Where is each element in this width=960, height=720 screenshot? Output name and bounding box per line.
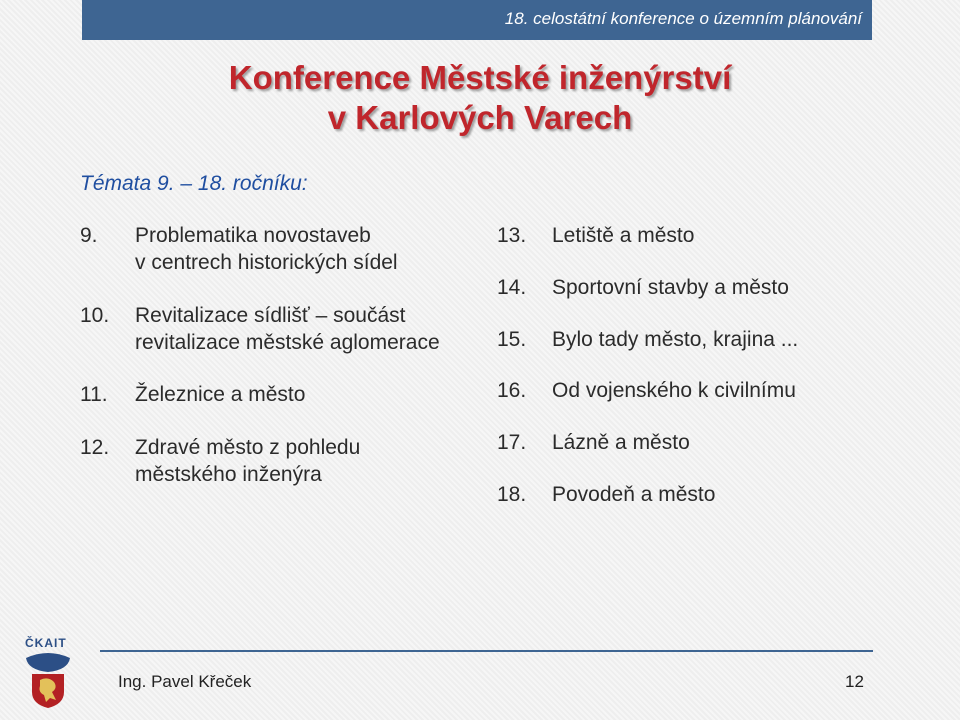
item-number: 16. (497, 379, 527, 402)
item-text: Letiště a město (552, 224, 695, 247)
item-number: 10. (80, 304, 110, 327)
item-text: Bylo tady město, krajina ... (552, 328, 799, 351)
item-number: 17. (497, 431, 527, 454)
item-text: Revitalizace sídlišť – součást (135, 304, 406, 327)
item-text: Sportovní stavby a město (552, 276, 789, 299)
list-item (80, 222, 398, 276)
author-name: Ing. Pavel Křeček (118, 672, 252, 691)
slide-title-line2: v Karlových Varech (327, 99, 633, 136)
list-item (497, 377, 796, 404)
item-text: Zdravé město z pohledu (135, 436, 361, 459)
list-item (80, 302, 440, 356)
list-item (497, 429, 690, 456)
item-text: Povodeň a město (552, 483, 716, 506)
item-text: Problematika novostaveb (135, 224, 371, 247)
item-text-continued: městského inženýra (135, 463, 322, 486)
list-item (497, 326, 798, 353)
item-text-continued: revitalizace městské aglomerace (135, 331, 440, 354)
item-text: Železnice a město (135, 383, 306, 406)
slide-title (0, 58, 960, 138)
conference-header-text: 18. celostátní konference o územním plánování (504, 9, 862, 28)
item-number: 14. (497, 276, 527, 299)
item-number: 13. (497, 224, 527, 247)
item-number: 15. (497, 328, 527, 351)
list-item (80, 434, 360, 488)
item-text: Lázně a město (552, 431, 690, 454)
page-number: 12 (845, 672, 864, 691)
list-item (497, 481, 715, 508)
item-text: Od vojenského k civilnímu (552, 379, 796, 402)
item-number: 18. (497, 483, 527, 506)
list-item (497, 274, 789, 301)
item-number: 11. (80, 383, 108, 406)
footer-divider (100, 650, 873, 652)
header-bar (82, 0, 872, 40)
list-item (497, 222, 694, 249)
ckait-logo-text: ČKAIT (25, 636, 67, 650)
slide-title-line1: Konference Městské inženýrství (228, 59, 732, 96)
ckait-lion-logo-icon (18, 640, 78, 710)
list-item (80, 381, 305, 408)
item-number: 12. (80, 436, 110, 459)
item-number: 9. (80, 224, 98, 247)
topics-subtitle: Témata 9. – 18. ročníku: (80, 172, 308, 195)
item-text-continued: v centrech historických sídel (135, 251, 398, 274)
